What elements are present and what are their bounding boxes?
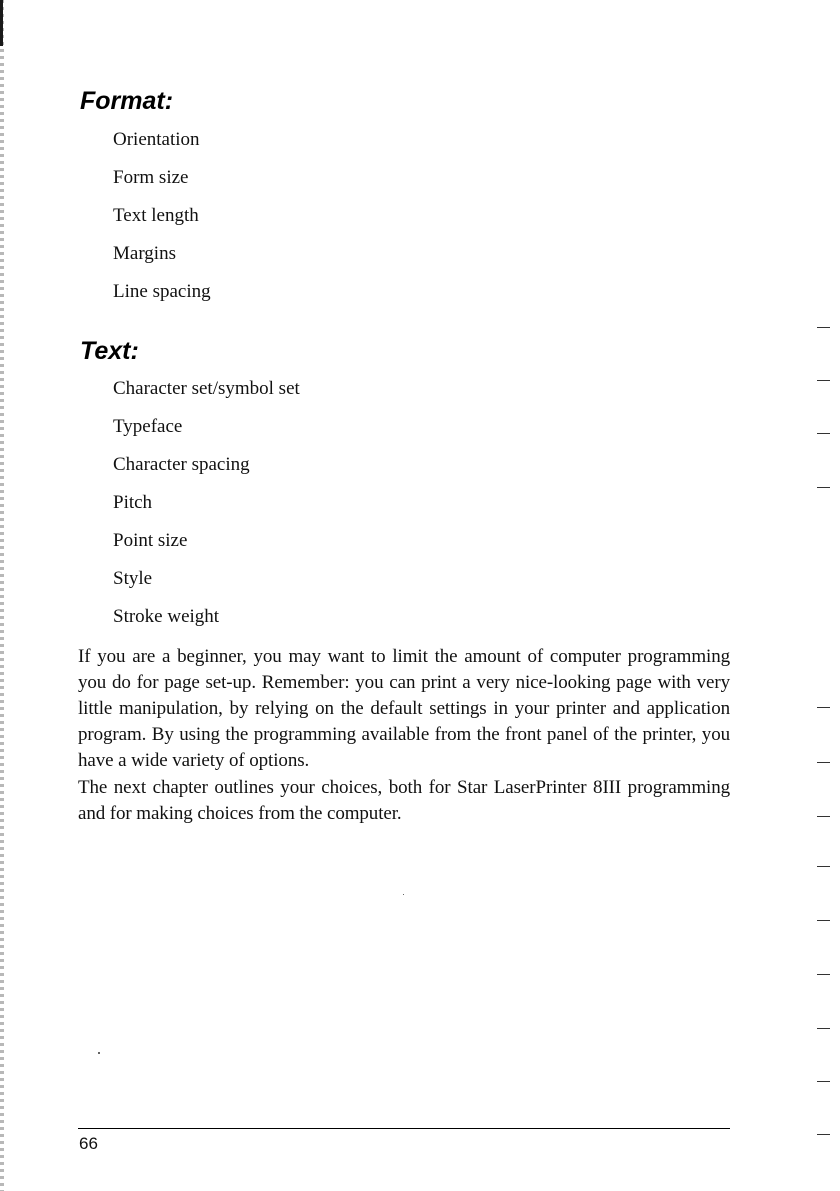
margin-tick: [817, 816, 830, 817]
scan-speck: [403, 894, 404, 895]
scan-speck: [98, 1052, 100, 1054]
list-item: Character set/symbol set: [113, 378, 300, 399]
scan-left-edge-mark: [0, 0, 3, 46]
list-item: Margins: [113, 243, 176, 264]
format-options-list: [113, 121, 211, 311]
list-item: Point size: [113, 530, 188, 551]
margin-tick: [817, 433, 830, 434]
footer-rule: [78, 1128, 730, 1129]
margin-tick: [817, 1081, 830, 1082]
list-item: Character spacing: [113, 454, 250, 475]
margin-tick: [817, 762, 830, 763]
margin-tick: [817, 866, 830, 867]
margin-tick: [817, 380, 830, 381]
list-item: Form size: [113, 167, 189, 188]
beginner-advice-paragraph: If you are a beginner, you may want to limit the amount of computer programming you do for page set-up. Remember: you can print a very nice-looking page with very little manipulation, by relying on the default settings in your printer and application program. By using the programming available from the front panel of the printer, you have a wide variety of options.: [78, 646, 730, 771]
margin-tick: [817, 1134, 830, 1135]
margin-tick: [817, 487, 830, 488]
format-heading: Format:: [80, 87, 174, 115]
list-item: Text length: [113, 205, 199, 226]
list-item: Style: [113, 568, 153, 589]
margin-tick: [817, 1028, 830, 1029]
list-item: Stroke weight: [113, 606, 220, 627]
list-item: Line spacing: [113, 281, 211, 302]
margin-tick: [817, 974, 830, 975]
page-number: 66: [79, 1134, 98, 1153]
margin-tick: [817, 327, 830, 328]
margin-tick: [817, 707, 830, 708]
text-options-list: [113, 370, 300, 636]
list-item: Pitch: [113, 492, 153, 513]
margin-tick: [817, 920, 830, 921]
list-item: Orientation: [113, 129, 200, 150]
text-heading: Text:: [80, 337, 139, 365]
list-item: Typeface: [113, 416, 183, 437]
next-chapter-paragraph: The next chapter outlines your choices, both for Star LaserPrinter 8III programming and for making choices from the computer.: [78, 777, 730, 824]
scan-left-edge: [0, 0, 4, 1191]
